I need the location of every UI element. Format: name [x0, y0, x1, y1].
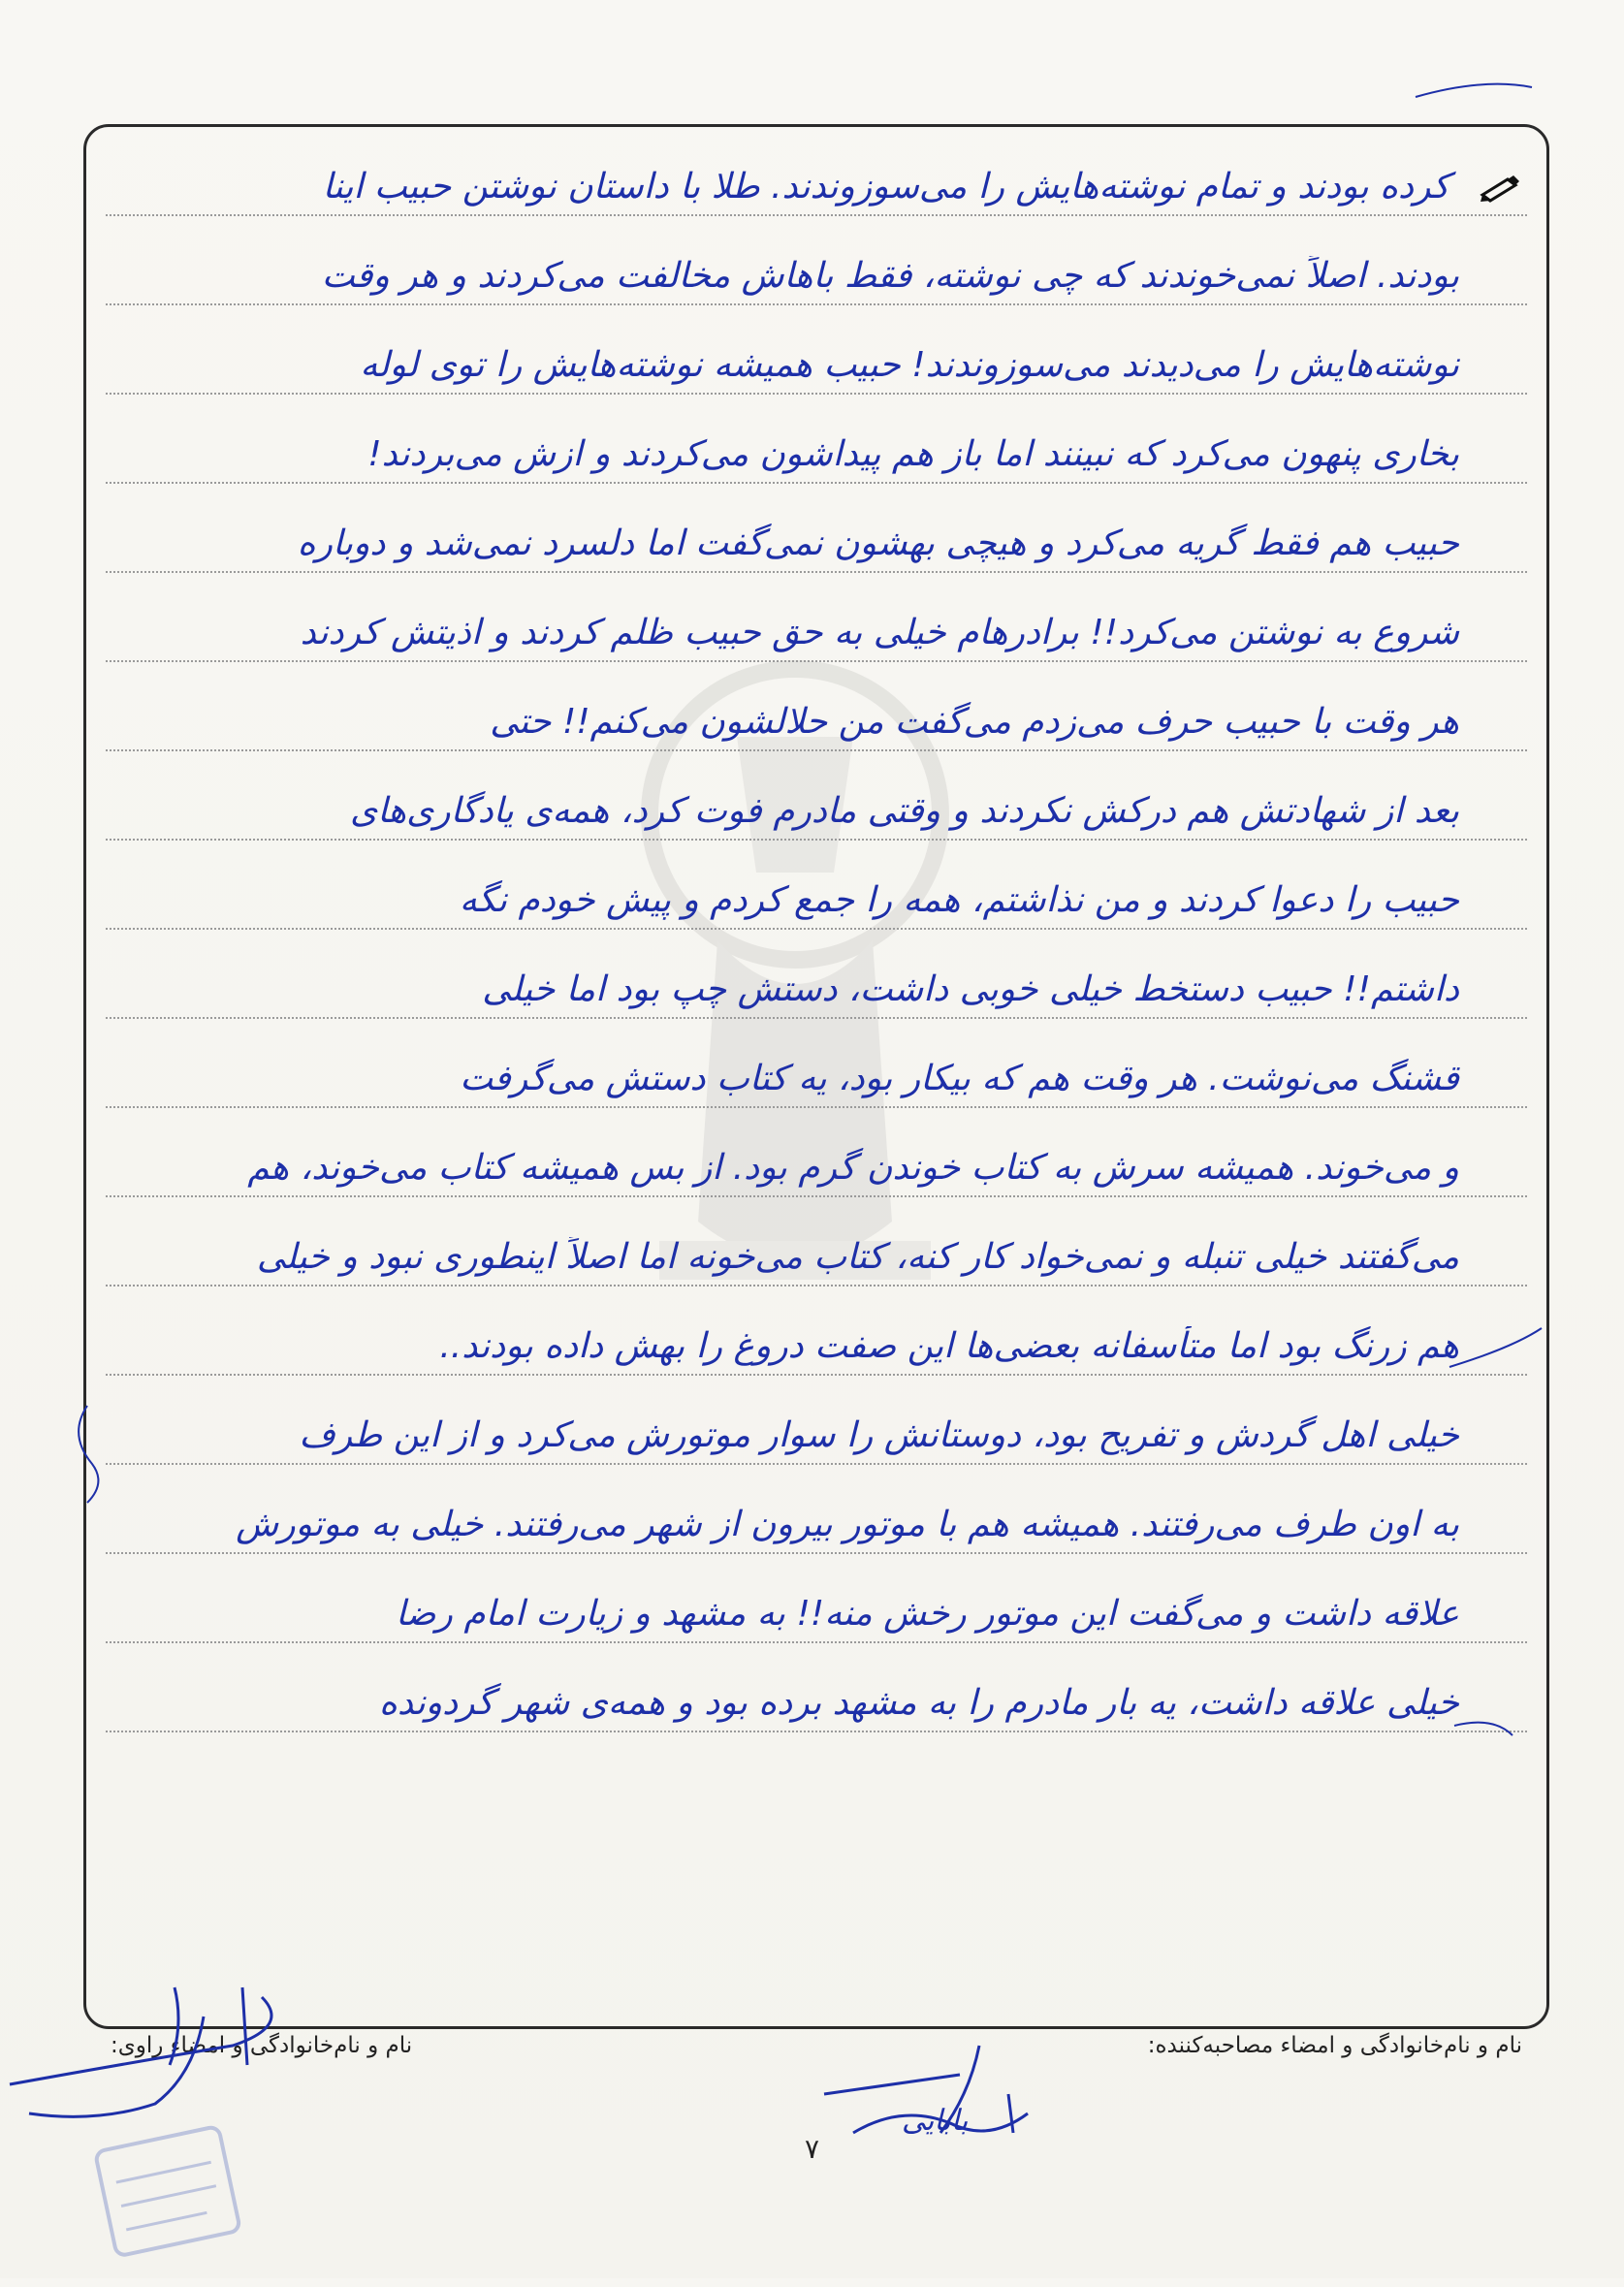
text-line [106, 484, 1527, 573]
line-text: خیلی اهل گردش و تفریح بود، دوستانش را سوار موتورش می‌کرد و از این طرف [299, 1415, 1459, 1455]
line-text: هم زرنگ بود اما متأسفانه بعضی‌ها این صفت دروغ را بهش داده بودند.. [439, 1326, 1459, 1366]
interviewer-signature [0, 1958, 349, 2152]
line-text: کرده بودند و تمام نوشته‌هایش را می‌سوزوندند. طلا با داستان نوشتن حبیب اینا [322, 167, 1449, 206]
line-text: می‌گفتند خیلی تنبله و نمی‌خواد کار کنه، کتاب می‌خونه اما اصلاً اینطوری نبود و خیلی [256, 1237, 1459, 1277]
text-line [106, 127, 1527, 216]
text-line [106, 305, 1527, 395]
line-text: خیلی علاقه داشت، یه بار مادرم را به مشهد برده بود و همه‌ی شهر گردونده [378, 1683, 1459, 1723]
text-line [106, 1554, 1527, 1643]
text-line [106, 395, 1527, 484]
text-line [106, 751, 1527, 841]
line-text: بخاری پنهون می‌کرد که نبینند اما باز هم پیداشون می‌کردند و ازش می‌بردند! [367, 434, 1459, 474]
text-line [106, 1376, 1527, 1465]
text-line [106, 573, 1527, 662]
text-line [106, 1197, 1527, 1286]
text-line [106, 841, 1527, 930]
text-line [106, 1643, 1527, 1732]
line-text: هر وقت با حبیب حرف می‌زدم می‌گفت من حلالشون می‌کنم!! حتی [490, 702, 1459, 742]
narrator-label: نام و نام‌خانوادگی و امضاء راوی: [111, 2033, 413, 2058]
line-text: حبیب را دعوا کردند و من نذاشتم، همه را جمع کردم و پیش خودم نگه [459, 880, 1459, 920]
text-line [106, 1465, 1527, 1554]
line-text: و می‌خوند. همیشه سرش به کتاب خوندن گرم بود. از بس همیشه کتاب می‌خوند، هم [247, 1148, 1459, 1188]
lined-text-frame [83, 124, 1549, 2029]
text-line [106, 930, 1527, 1019]
line-text: داشتم!! حبیب دستخط خیلی خوبی داشت، دستش چپ بود اما خیلی [482, 969, 1459, 1009]
stamp-seal-icon [83, 2114, 256, 2287]
line-text: به اون طرف می‌رفتند. همیشه هم با موتور بیرون از شهر می‌رفتند. خیلی به موتورش [236, 1505, 1459, 1544]
handwritten-lines [106, 127, 1527, 2026]
interviewer-label: نام و نام‌خانوادگی و امضاء مصاحبه‌کننده: [1147, 2033, 1522, 2058]
line-text: بعد از شهادتش هم درکش نکردند و وقتی مادرم فوت کرد، همه‌ی یادگاری‌های [349, 791, 1459, 831]
text-line [106, 1108, 1527, 1197]
line-text: حبیب هم فقط گریه می‌کرد و هیچی بهشون نمی‌گفت اما دلسرد نمی‌شد و دوباره [297, 524, 1459, 563]
narrator-signature-text: بابایی [902, 2104, 969, 2138]
text-line [106, 1286, 1527, 1376]
line-text: شروع به نوشتن می‌کرد!! برادرهام خیلی به حق حبیب ظلم کردند و اذیتش کردند [300, 613, 1459, 652]
text-line [106, 216, 1527, 305]
line-text: قشنگ می‌نوشت. هر وقت هم که بیکار بود، یه کتاب دستش می‌گرفت [460, 1059, 1459, 1098]
line-text: نوشته‌هایش را می‌دیدند می‌سوزوندند! حبیب همیشه نوشته‌هایش را توی لوله [360, 345, 1459, 385]
line-text: علاقه داشت و می‌گفت این موتور رخش منه!! به مشهد و زیارت امام رضا [395, 1594, 1459, 1634]
text-line [106, 1019, 1527, 1108]
text-line [106, 662, 1527, 751]
page-number: ۷ [804, 2133, 820, 2165]
line-text: بودند. اصلاً نمی‌خوندند که چی نوشته، فقط با‌هاش مخالفت می‌کردند و هر وقت [321, 256, 1459, 296]
